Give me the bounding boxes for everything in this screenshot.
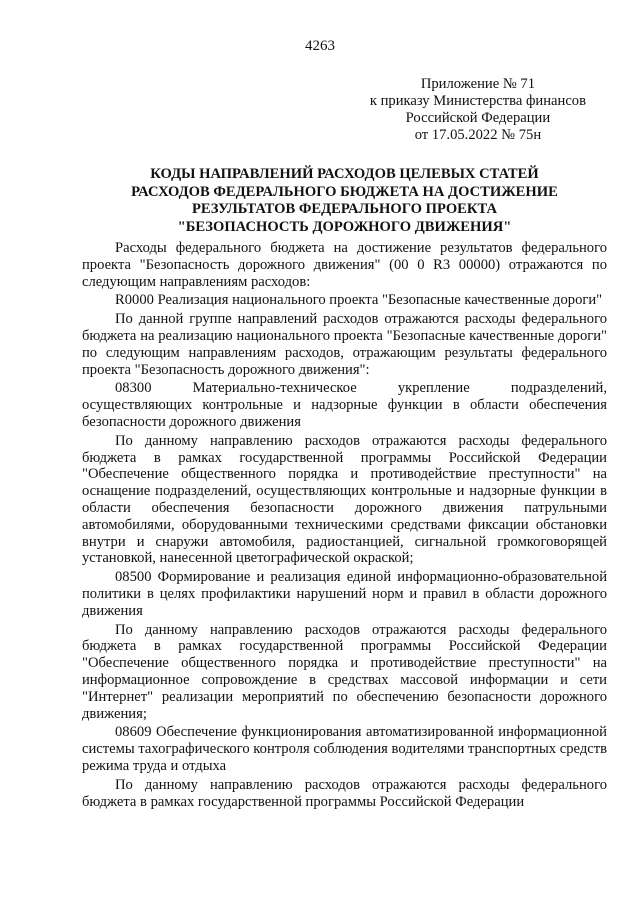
appendix-line: от 17.05.2022 № 75н: [414, 127, 542, 143]
paragraph-description: По данному направлению расходов отражаются расходы федерального бюджета в рамках государственной программы Российской Федерации "Обеспечение общественного порядка и противодействие преступности" на информационное сопровождение в средствах массовой информации и сети "Интернет" реализации мероприятий по обеспечению безопасности дорожного движения;: [82, 621, 607, 722]
appendix-line: Приложение № 71: [420, 76, 535, 92]
paragraph-description: По данной группе направлений расходов отражаются расходы федерального бюджета на реализацию национального проекта "Безопасные качественные дороги" по следующим направлениям расходов, отражающим результаты федерального проекта "Безопасность дорожного движения":: [82, 311, 607, 378]
title-line: КОДЫ НАПРАВЛЕНИЙ РАСХОДОВ ЦЕЛЕВЫХ СТАТЕЙ: [150, 166, 539, 182]
title-line: РЕЗУЛЬТАТОВ ФЕДЕРАЛЬНОГО ПРОЕКТА: [191, 201, 498, 217]
appendix-line: к приказу Министерства финансов: [369, 93, 586, 109]
appendix-line: Российской Федерации: [405, 110, 551, 126]
document-body: [82, 240, 607, 812]
document-title: [82, 166, 607, 236]
paragraph-code-r0000: R0000 Реализация национального проекта "Безопасные качественные дороги": [115, 292, 603, 309]
paragraph-intro: Расходы федерального бюджета на достижение результатов федерального проекта "Безопасность дорожного движения" (00 0 R3 00000) отражаются по следующим направлениям расходов:: [82, 240, 607, 290]
paragraph-code-08500: 08500 Формирование и реализация единой информационно-образовательной политики в целях профилактики нарушений норм и правил в области дорожного движения: [82, 569, 607, 619]
paragraph-code-08300: 08300 Материально-техническое укрепление подразделений, осуществляющих контрольные и надзорные функции в области обеспечения безопасности дорожного движения: [82, 380, 607, 430]
paragraph-code-08609: 08609 Обеспечение функционирования автоматизированной информационной системы тахографического контроля соблюдения водителями транспортных средств режима труда и отдыха: [82, 724, 607, 774]
appendix-block: [370, 76, 586, 144]
paragraph-description: По данному направлению расходов отражаются расходы федерального бюджета в рамках государственной программы Российской Федерации "Обеспечение общественного порядка и противодействие преступности" на оснащение подразделений, осуществляющих контрольные и надзорные функции в области обеспечения безопасности дорожного движения патрульными автомобилями, оборудованными техническими средствами фиксации обстановки внутри и снаружи автомобиля, радиостанцией, сигнальной громкоговорящей установкой, нанесенной цветографической окраской;: [82, 432, 607, 567]
title-line: РАСХОДОВ ФЕДЕРАЛЬНОГО БЮДЖЕТА НА ДОСТИЖЕНИЕ: [131, 183, 558, 200]
page-number: 4263: [305, 38, 335, 54]
paragraph-description: По данному направлению расходов отражаются расходы федерального бюджета в рамках государственной программы Российской Федерации: [82, 776, 607, 810]
title-line: "БЕЗОПАСНОСТЬ ДОРОЖНОГО ДВИЖЕНИЯ": [177, 218, 512, 235]
